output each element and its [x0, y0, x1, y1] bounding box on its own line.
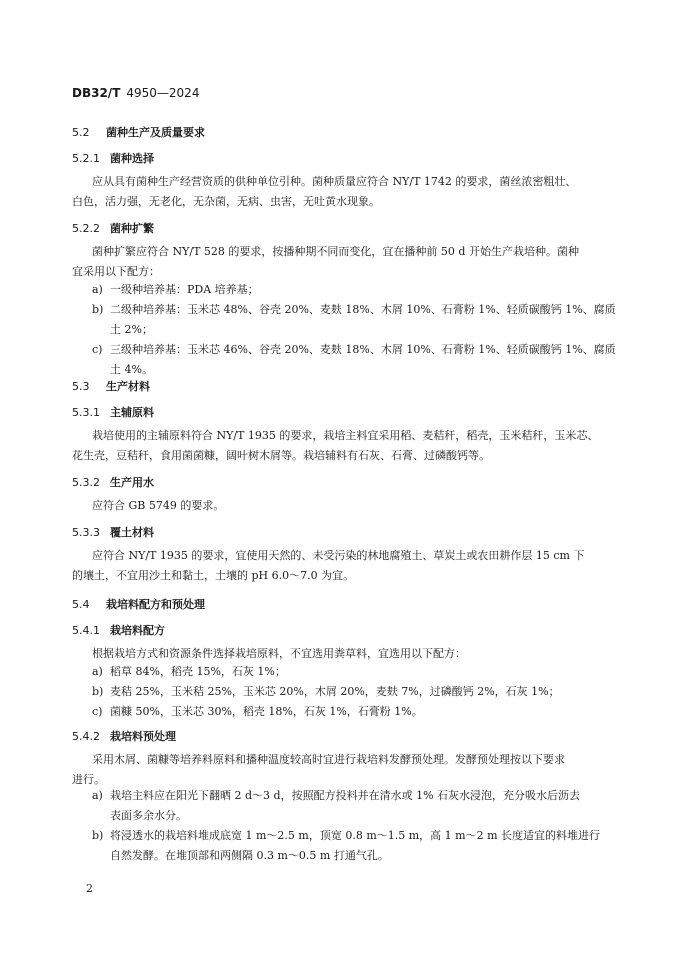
list-5-4-1: [92, 662, 560, 722]
list-5-4-2: [92, 786, 600, 866]
para-5-3-2: 应符合 GB 5749 的要求。: [92, 499, 225, 512]
heading-5-4-1: 5.4.1 栽培料配方: [72, 624, 165, 637]
list-5-2-2: [92, 280, 616, 380]
list-item: c) 菌糠 50%，玉米芯 30%，稻壳 18%，石灰 1%，石膏粉 1%。: [92, 705, 423, 718]
standard-number: 4950—2024: [126, 86, 200, 100]
para-5-2-2: 菌种扩繁应符合 NY/T 528 的要求，按播种期不同而变化，宜在播种前 50 d 开始生产栽培种。菌种 宜采用以下配方：: [72, 245, 579, 278]
heading-5-2-1: 5.2.1 菌种选择: [72, 152, 154, 165]
heading-5-3-2: 5.3.2 生产用水: [72, 476, 154, 489]
list-item: a) 稻草 84%，稻壳 15%，石灰 1%；: [92, 665, 286, 678]
list-item: a) 一级种培养基：PDA 培养基；: [92, 283, 259, 296]
heading-5-3: 5.3 生产材料: [72, 380, 150, 393]
para-5-3-3: 应符合 NY/T 1935 的要求，宜使用天然的、未受污染的林地腐殖土、草炭土或农田耕作层 15 cm 下 的壤土，不宜用沙土和黏土，土壤的 pH 6.0～7.0 为宜。: [72, 549, 585, 582]
list-item: c) 三级种培养基：玉米芯 46%、谷壳 20%、麦麸 18%、木屑 10%、石膏粉 1%、轻质碳酸钙 1%、腐质 土 4%。: [92, 343, 616, 376]
para-5-4-2: 采用木屑、菌糠等培养料原料和播种温度较高时宜进行栽培料发酵预处理。发酵预处理按以下要求 进行。: [72, 753, 565, 786]
heading-5-2-2: 5.2.2 菌种扩繁: [72, 222, 154, 235]
para-5-3-1: 栽培使用的主辅原料符合 NY/T 1935 的要求，栽培主料宜采用稻、麦秸秆，稻壳，玉米秸秆，玉米芯、 花生壳，豆秸秆，食用菌菌糠，阔叶树木屑等。栽培辅料有石灰、石膏、过磷酸钙等。: [72, 429, 599, 462]
heading-5-4: 5.4 栽培料配方和预处理: [72, 598, 205, 611]
list-item: b) 二级种培养基：玉米芯 48%、谷壳 20%、麦麸 18%、木屑 10%、石膏粉 1%、轻质碳酸钙 1%、腐质 土 2%；: [92, 303, 616, 336]
list-item: b) 麦秸 25%，玉米秸 25%，玉米芯 20%，木屑 20%，麦麸 7%，过磷酸钙 2%，石灰 1%；: [92, 685, 560, 698]
para-5-2-1: 应从具有菌种生产经营资质的供种单位引种。菌种质量应符合 NY/T 1742 的要求，菌丝浓密粗壮、 白色，活力强，无老化，无杂菌，无病、虫害，无吐黄水现象。: [72, 175, 577, 208]
page-number: 2: [86, 882, 93, 895]
standard-code: DB32/T: [72, 86, 121, 100]
heading-5-2: 5.2 菌种生产及质量要求: [72, 126, 205, 139]
list-item: b) 将浸透水的栽培料堆成底宽 1 m～2.5 m，顶宽 0.8 m～1.5 m，高 1 m～2 m 长度适宜的料堆进行 自然发酵。在堆顶部和两侧隔 0.3 m～0.5 m 打通气孔。: [92, 829, 601, 862]
heading-5-3-3: 5.3.3 覆土材料: [72, 526, 154, 539]
heading-5-3-1: 5.3.1 主辅原料: [72, 406, 154, 419]
list-item: a) 栽培主料应在阳光下翻晒 2 d～3 d，按照配方投料并在清水或 1% 石灰水浸泡，充分吸水后沥去 表面多余水分。: [92, 789, 581, 822]
document-header: [72, 86, 199, 100]
para-5-4-1: 根据栽培方式和资源条件选择栽培原料，不宜选用粪草料，宜选用以下配方：: [92, 647, 466, 660]
heading-5-4-2: 5.4.2 栽培料预处理: [72, 730, 176, 743]
